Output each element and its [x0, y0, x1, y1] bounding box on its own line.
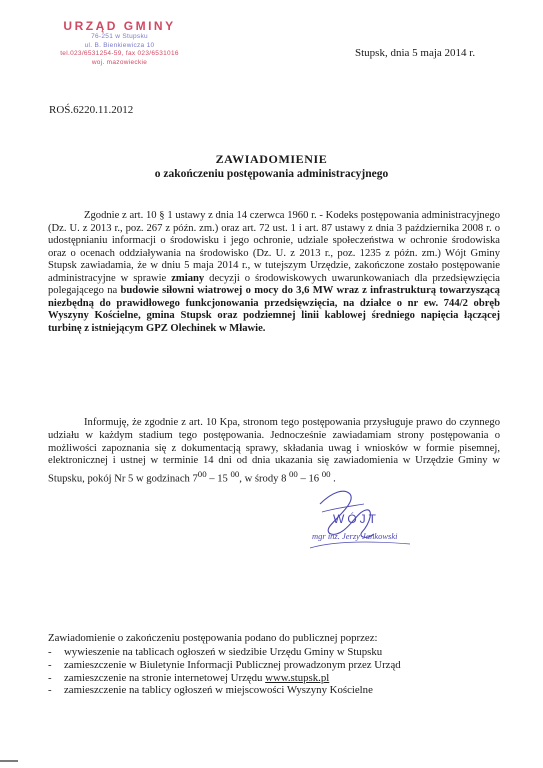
- publication-intro: Zawiadomienie o zakończeniu postępowania podano do publicznej poprzez:: [48, 632, 378, 644]
- signature-block: [300, 482, 420, 562]
- stamp-street-line: ul. B. Bienkiewicza 10: [84, 41, 155, 49]
- list-item: [48, 659, 401, 672]
- p2-end: .: [330, 473, 336, 485]
- place-and-date: Stupsk, dnia 5 maja 2014 r.: [355, 47, 476, 59]
- list-item-text: wywieszenie na tablicach ogłoszeń w siedzibie Urzędu Gminy w Stupsku: [64, 646, 383, 658]
- stamp-region-line: woj. mazowieckie: [91, 58, 148, 66]
- p2-dash2: – 16: [297, 473, 322, 485]
- list-item-text: zamieszczenie na stronie internetowej Urzędu: [64, 671, 266, 684]
- stamp-postal-line: 76-251 w Stupsku: [91, 33, 148, 40]
- signature-name: mgr inż. Jerzy Jankowski: [312, 531, 398, 541]
- p2-hour-sup3: 00: [289, 469, 298, 480]
- list-dash: -: [48, 646, 52, 658]
- document-title: ZAWIADOMIENIE: [215, 152, 328, 166]
- list-dash: -: [48, 658, 52, 671]
- stamp-phone-line: tel.023/6531254-59, fax 023/6531016: [60, 50, 179, 57]
- reference-number: ROŚ.6220.11.2012: [49, 104, 134, 116]
- list-item: [48, 646, 401, 659]
- p1-text-part1: Zgodnie z art. 10 § 1 ustawy z dnia 14 czerwca 1960 r. - Kodeks postępowania administracyjnego (Dz. U. z 2013 r., poz. 267 z późn. zm.) oraz art. 72 ust. 1 i art. 87 ustawy z dnia 3 października 2008 r. o udostępnianiu informacji o środowisku i jego ochronie, udziale społeczeństwa w ochronie środowiska oraz o ocenach oddziaływania na środowisko (Dz. U. z 2013 r., poz. 1235 z późn. zm.) Wójt Gminy Stupsk zawiadamia, że w dniu 5 maja 2014 r., w tutejszym Urzędzie, zakończone zostało postępowanie administracyjne w sprawie: [48, 210, 500, 284]
- notice-paragraph-1: [48, 210, 500, 335]
- p2-dash1: – 15: [206, 473, 231, 485]
- p1-bold-project: budowie siłowni wiatrowej o mocy do 3,6 MW wraz z infrastrukturą towarzyszącą niezbędną do prawidłowego funkcjonowania przedsięwzięcia, na działce o nr ew. 744/2 obręb Wyszyny Kościelne, gmina Stupsk oraz podziemnej linii kablowej średniego napięcia łączącej turbinę z istniejącym GPZ Olechinek w Mławie.: [48, 285, 500, 334]
- p1-bold-change: zmiany: [171, 272, 205, 284]
- p2-text: Informuję, że zgodnie z art. 10 Kpa, stronom tego postępowania przysługuje prawo do czynnego udziału w każdym stadium tego postępowania. Jednocześnie zawiadamiam strony postępowania o możliwości zapoznania się z dokumentacją sprawy, składania uwag i wniosków w formie pisemnej, elektronicznej i ustnej w terminie 14 dni od dnia ukazania się zawiadomienia w Urzędzie Gminy w Stupsku, pokój Nr 5 w godzinach 7: [48, 417, 500, 485]
- stamp-office-name: URZĄD GMINY: [63, 19, 176, 33]
- list-item: [48, 672, 401, 685]
- document-subtitle: o zakończeniu postępowania administracyjnego: [154, 168, 389, 180]
- page-edge-mark: [0, 760, 18, 762]
- notice-paragraph-2: [48, 417, 500, 487]
- p2-mid: , w środy 8: [239, 473, 290, 485]
- list-item-text: zamieszczenie na tablicy ogłoszeń w miejscowości Wyszyny Kościelne: [64, 684, 373, 697]
- list-item: [48, 684, 401, 697]
- signature-title: WÓJT: [333, 512, 379, 526]
- p1-text-part2: decyzji o środowiskowych uwarunkowaniach dla przedsięwzięcia polegającego na: [48, 272, 501, 297]
- p2-hour-sup1: 00: [197, 469, 207, 480]
- list-item-text: zamieszczenie w Biuletynie Informacji Publicznej prowadzonym przez Urząd: [64, 658, 401, 671]
- p2-hour-sup2: 00: [230, 469, 240, 480]
- p2-hour-sup4: 00: [321, 469, 331, 480]
- website-link[interactable]: www.stupsk.pl: [265, 671, 330, 684]
- office-stamp: [52, 20, 187, 66]
- list-dash: -: [48, 671, 52, 684]
- list-dash: -: [48, 684, 52, 697]
- publication-list: [48, 646, 401, 697]
